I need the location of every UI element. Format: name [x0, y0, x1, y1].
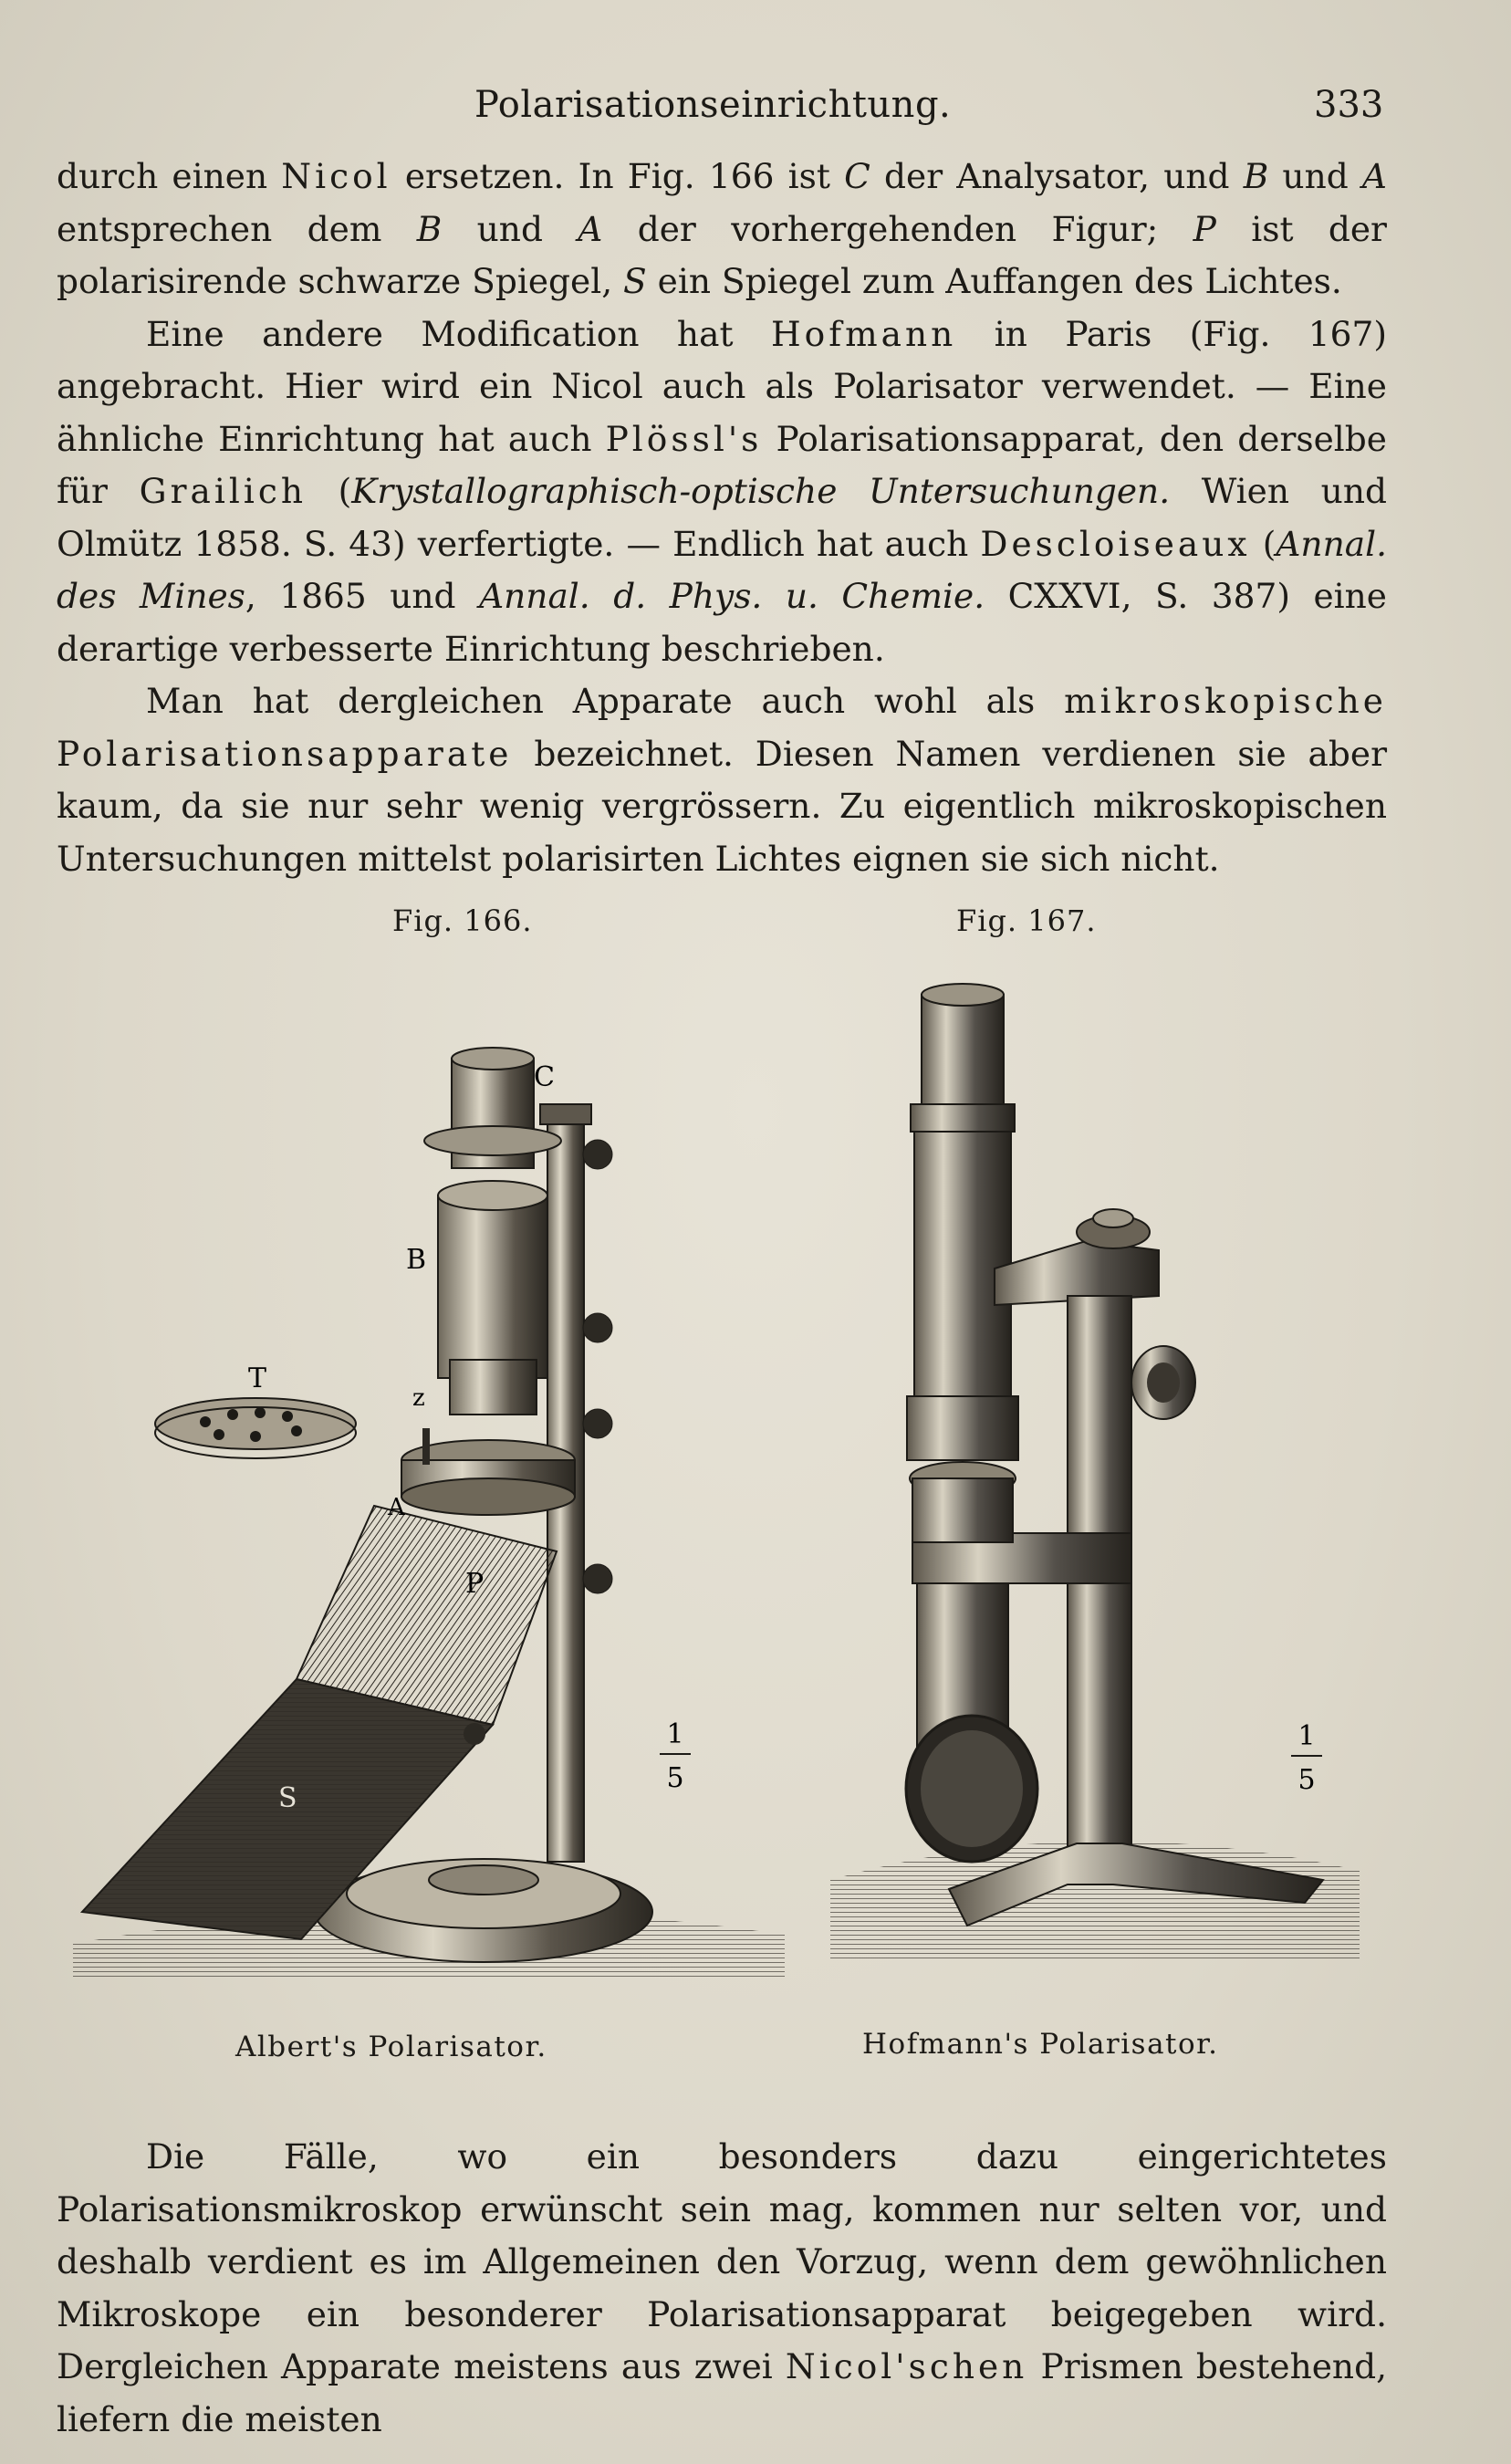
- text-run: Descloiseaux: [980, 523, 1251, 564]
- text-run: und: [442, 208, 578, 249]
- text-run: (: [1250, 523, 1277, 564]
- fig-167-label: Fig. 167.: [956, 903, 1097, 938]
- fig-166-label: Fig. 166.: [392, 903, 533, 938]
- text-run: Eine andere Modification hat: [146, 313, 771, 354]
- text-run: durch einen: [57, 156, 282, 196]
- fig-166-scale-denominator: 5: [666, 1762, 684, 1794]
- text-run: Wien und Olmütz 1858. S. 43) verfertigte. — Endlich hat auch: [57, 471, 1387, 564]
- paragraph-3: [57, 675, 1387, 885]
- text-run: in Paris (Fig. 167) angebracht. Hier wird ein Nicol auch als Polarisator verwendet. — Eine ähnliche Einrichtung hat auch: [57, 313, 1387, 459]
- letter-T: T: [248, 1363, 267, 1394]
- text-run: mikroskopische Polarisationsapparate: [57, 681, 1387, 774]
- text-run: Prismen bestehend, liefern die meisten: [57, 2346, 1388, 2439]
- text-run: A: [1361, 156, 1388, 196]
- body-text-top: [57, 151, 1387, 885]
- text-run: der Analysator, und: [870, 156, 1244, 196]
- text-run: Hofmann: [770, 313, 957, 354]
- paragraph-1: [57, 151, 1387, 308]
- paragraph-4: [57, 2131, 1387, 2446]
- text-run: ersetzen. In Fig. 166 ist: [391, 156, 845, 196]
- text-run: Annal. d. Phys. u. Chemie.: [479, 576, 985, 616]
- fig-167-scale-denominator: 5: [1297, 1764, 1316, 1796]
- fig-166-caption: Albert's Polarisator.: [235, 2031, 547, 2063]
- letter-z: z: [412, 1384, 425, 1412]
- running-title: Polarisationseinrichtung.: [474, 84, 952, 126]
- fig-167-illustration: [812, 967, 1378, 1962]
- fig-167-scale-numerator: 1: [1297, 1720, 1316, 1752]
- text-run: P: [1193, 208, 1216, 249]
- text-run: C: [844, 156, 870, 196]
- text-run: A: [578, 208, 603, 249]
- body-text-bottom: [57, 2131, 1387, 2446]
- fig-167-caption: Hofmann's Polarisator.: [862, 2028, 1219, 2061]
- text-run: Polarisationsapparat, den derselbe für: [57, 418, 1387, 511]
- text-run: CXXVI, S. 387) eine derartige verbesserte Einrichtung beschrieben.: [57, 576, 1387, 669]
- page-header: [0, 84, 1511, 139]
- text-run: B: [1243, 156, 1269, 196]
- text-run: (: [307, 471, 352, 511]
- letter-B: B: [406, 1244, 427, 1276]
- text-run: Annal. des Mines: [57, 523, 1387, 616]
- fig-166-scale-numerator: 1: [666, 1718, 684, 1750]
- text-run: Plössl's: [605, 418, 763, 459]
- letter-A: A: [388, 1494, 405, 1521]
- text-run: Krystallographisch-optische Untersuchungen.: [351, 471, 1171, 511]
- text-run: Die Fälle, wo ein besonders dazu eingerichtetes Polarisationsmikroskop erwünscht sein mag, kommen nur selten vor, und deshalb verdient es im Allgemeinen den Vorzug, wenn dem gewöhnlichen Mikroskope ein besonderer Polarisationsapparat beigegeben wird. Dergleichen Apparate meistens aus zwei: [57, 2136, 1387, 2386]
- text-run: , 1865 und: [245, 576, 480, 616]
- paragraph-2: [57, 308, 1387, 676]
- letter-S: S: [278, 1782, 297, 1814]
- text-run: ein Spiegel zum Auffangen des Lichtes.: [646, 261, 1342, 301]
- text-run: Nicol'schen: [785, 2346, 1028, 2386]
- letter-P: P: [465, 1568, 485, 1600]
- text-run: bezeichnet. Diesen Namen verdienen sie aber kaum, da sie nur sehr wenig vergrössern. Zu eigentlich mikroskopischen Untersuchungen mittelst polarisirten Lichtes eignen sie sich nicht.: [57, 733, 1387, 879]
- text-run: entsprechen dem: [57, 208, 417, 249]
- text-run: der vorhergehenden Figur;: [602, 208, 1193, 249]
- fig-166-illustration: [73, 1013, 794, 1980]
- page-number: 333: [1314, 84, 1384, 126]
- text-run: Man hat dergleichen Apparate auch wohl als: [146, 681, 1065, 721]
- letter-C: C: [534, 1061, 555, 1093]
- text-run: Grailich: [139, 471, 307, 511]
- text-run: ist der polarisirende schwarze Spiegel,: [57, 208, 1387, 301]
- text-run: und: [1268, 156, 1362, 196]
- text-run: S: [623, 261, 647, 301]
- text-run: B: [416, 208, 443, 249]
- text-run: Nicol: [281, 156, 391, 196]
